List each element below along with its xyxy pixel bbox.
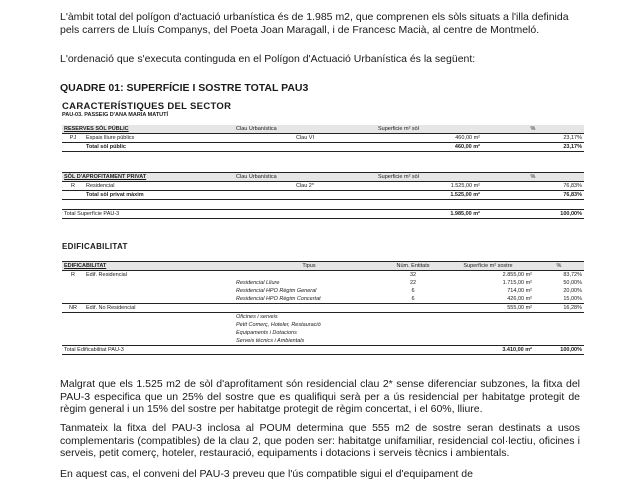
table-cell: 32 bbox=[409, 271, 417, 278]
t4-header-edificabilitat: EDIFICABILITAT bbox=[62, 262, 234, 271]
table-cell: 100,00% bbox=[482, 210, 584, 219]
table-cell: 76,83% bbox=[482, 191, 584, 200]
table-cell: 6 bbox=[384, 295, 442, 304]
table-cell: Edif. No Residencial bbox=[84, 304, 234, 313]
table-cell: 460,00 m² bbox=[376, 134, 482, 143]
edificabilitat-heading: EDIFICABILITAT bbox=[62, 242, 128, 251]
table-cell: 16,28% bbox=[534, 304, 584, 313]
table-cell: Clau VI bbox=[234, 134, 376, 143]
table-cell: Total Superfície PAU-3 bbox=[62, 210, 376, 219]
table-cell: PJ bbox=[62, 134, 84, 143]
table-cell: 22 bbox=[409, 279, 417, 286]
table-cell: Residencial Lliure bbox=[236, 279, 280, 286]
t4-header-entitats: Núm. Entitats bbox=[384, 262, 442, 271]
table-cell: 6 bbox=[411, 287, 415, 294]
sol-aprofitament-privat-table bbox=[62, 172, 584, 200]
body-paragraph-3: Malgrat que els 1.525 m2 de sòl d'aprofitament són residencial clau 2* sense diferenciar subzones, la fitxa del PAU-3 especifica que un 25% del sostre que es qualifiqui serà per a ús residencial per habitatge protegit de règim general i un 15% del sostre per habitatge protegit de règim concertat, i el 60%, lliure. bbox=[60, 378, 580, 415]
reserves-sol-public-table bbox=[62, 125, 584, 152]
table-cell: Edif. Residencial bbox=[86, 271, 127, 278]
quadre-title: QUADRE 01: SUPERFÍCIE I SOSTRE TOTAL PAU3 bbox=[60, 82, 309, 94]
table-cell: Total Edificabilitat PAU-3 bbox=[62, 346, 442, 355]
table-cell: R bbox=[71, 271, 75, 278]
t2-header-clau: Clau Urbanística bbox=[234, 173, 376, 182]
table-cell: 76,83% bbox=[482, 182, 584, 191]
table-cell: 714,00 m² bbox=[507, 287, 532, 294]
t1-header-clau: Clau Urbanística bbox=[234, 125, 376, 134]
table-cell: 426,00 m² bbox=[442, 295, 534, 304]
table-cell: 460,00 m² bbox=[376, 143, 482, 152]
table-cell: Total sòl privat màxim bbox=[84, 191, 234, 200]
total-superficie-table bbox=[62, 209, 584, 219]
t1-header-reserves: RESERVES SÒL PÚBLIC bbox=[62, 125, 234, 134]
table-cell: Petit Comerç, Hoteler, Restauració bbox=[236, 321, 321, 328]
t2-header-superficie: Superficie m² sòl bbox=[376, 173, 482, 182]
t4-header-percent: % bbox=[534, 262, 584, 271]
table-cell: NR bbox=[62, 304, 84, 313]
table-cell: Espais lliure públics bbox=[84, 134, 234, 143]
t2-header-sol-privat: SÒL D'APROFITAMENT PRIVAT bbox=[62, 173, 234, 182]
table-cell: 100,00% bbox=[534, 346, 584, 355]
table-cell: 1.525,00 m² bbox=[376, 182, 482, 191]
table-cell: 23,17% bbox=[482, 134, 584, 143]
table-cell: Equipaments i Dotacions bbox=[236, 329, 297, 336]
body-paragraph-4: Tanmateix la fitxa del PAU-3 inclosa al POUM determina que 555 m2 de sostre seran destinats a usos complementaris (compatibles) de la clau 2, que poden ser: habitatge unifamiliar, residencial col·lectiu, oficines i serveis, petit comerç, hoteler, restauració, equipaments i dotacions i serveis tècnics i ambientals. bbox=[60, 422, 580, 459]
table-cell: 15,00% bbox=[534, 295, 584, 304]
t2-header-percent: % bbox=[482, 173, 584, 182]
table-cell: 3.410,00 m² bbox=[442, 346, 534, 355]
table-cell: 1.715,00 m² bbox=[502, 279, 532, 286]
table-cell: Total sòl públic bbox=[84, 143, 234, 152]
t4-header-tipus: Tipus bbox=[234, 262, 384, 271]
table-cell: 20,00% bbox=[563, 287, 582, 294]
table-cell: Oficines i serveis bbox=[236, 313, 278, 320]
table-cell: 555,00 m² bbox=[442, 304, 534, 313]
table-cell: 2.855,00 m² bbox=[502, 271, 532, 278]
table-cell: 1.985,00 m² bbox=[376, 210, 482, 219]
table-cell: Residencial HPO Règim General bbox=[236, 287, 317, 294]
caracteristiques-heading: CARACTERÍSTIQUES DEL SECTOR bbox=[62, 101, 232, 112]
table-cell: Residencial bbox=[84, 182, 234, 191]
table-cell: Serveis tècnics i Ambientals bbox=[236, 337, 305, 344]
table-cell: 83,72% bbox=[563, 271, 582, 278]
body-paragraph-5: En aquest cas, el conveni del PAU-3 preveu que l'ús compatible sigui el d'equipament de bbox=[60, 468, 473, 480]
table-cell: 1.525,00 m² bbox=[376, 191, 482, 200]
edificabilitat-table bbox=[62, 261, 584, 355]
table-cell: Clau 2* bbox=[234, 182, 376, 191]
table-cell: Residencial HPO Règim Concertat bbox=[234, 295, 384, 304]
t1-header-superficie: Superficie m² sòl bbox=[376, 125, 482, 134]
table-cell: 23,17% bbox=[482, 143, 584, 152]
intro-paragraph-1: L'àmbit total del polígon d'actuació urbanística és de 1.985 m2, que comprenen els sòls situats a l'illa definida pels carrers de Lluís Companys, del Poeta Joan Maragall, i de Francesc Macià, al centre de Montmeló. bbox=[60, 11, 569, 36]
table-cell: 50,00% bbox=[563, 279, 582, 286]
t1-header-percent: % bbox=[482, 125, 584, 134]
t4-header-superficie: Superfície m² sostre bbox=[442, 262, 534, 271]
intro-paragraph-2: L'ordenació que s'executa continguda en el Polígon d'Actuació Urbanística és la següent: bbox=[60, 53, 476, 65]
table-cell: R bbox=[62, 182, 84, 191]
caracteristiques-subheading: PAU-03. PASSEIG D'ANA MARIA MATUTÍ bbox=[62, 112, 169, 118]
